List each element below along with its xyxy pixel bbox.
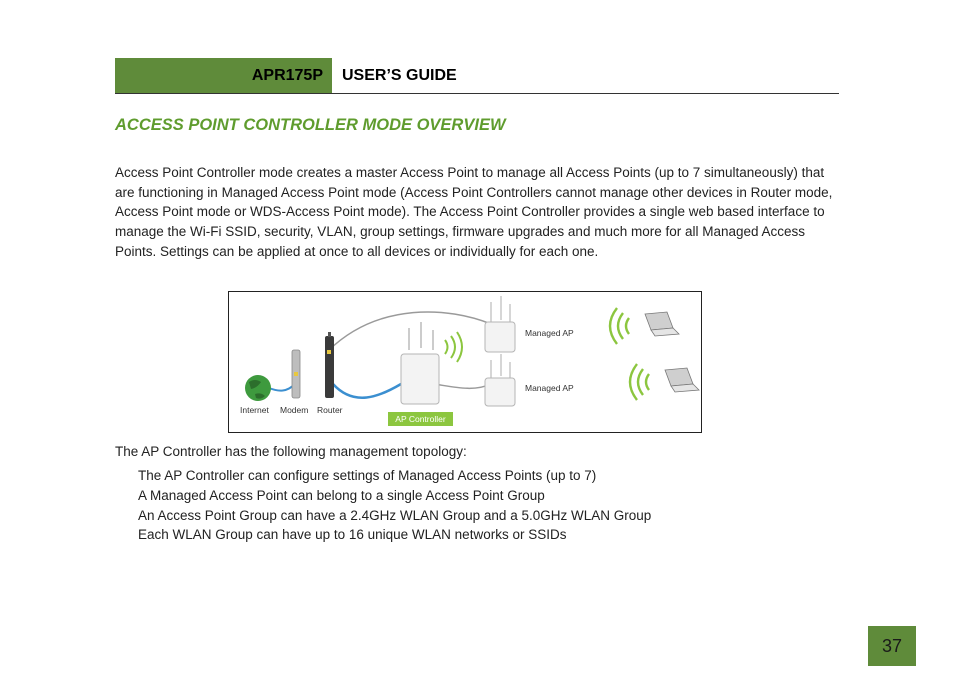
managed-ap-2-icon [485,354,515,406]
topology-list [138,466,651,545]
modem-icon [292,350,300,398]
topology-intro: The AP Controller has the following management topology: [115,444,467,459]
list-item: A Managed Access Point can belong to a single Access Point Group [138,487,545,503]
laptop-2-icon [665,368,699,392]
network-diagram [228,291,702,433]
router-icon [325,332,334,398]
wifi-signal-1-icon [610,308,629,344]
internet-label: Internet [240,405,269,415]
cable-internet-to-modem [269,384,295,391]
list-item: An Access Point Group can have a 2.4GHz WLAN Group and a 5.0GHz WLAN Group [138,507,652,523]
header-guide-title: USER’S GUIDE [342,66,457,84]
cable-controller-to-managed-ap-2 [434,384,491,388]
section-title: ACCESS POINT CONTROLLER MODE OVERVIEW [115,116,506,134]
ap-controller-label: AP Controller [388,412,453,426]
laptop-1-icon [645,312,679,336]
overview-paragraph: Access Point Controller mode creates a master Access Point to manage all Access Points (up to 7 simultaneously) that are functioning in Managed Access Point mode (Access Point Controllers cannot manage other devices in Router mode, Access Point mode or WDS-Access Point mode). The Access Point Controller provides a single web based interface to manage the Wi-Fi SSID, security, VLAN, group settings, firmware upgrades and much more for all Managed Access Points. Settings can be applied at once to all devices or individually for each one. [115,165,833,259]
controller-signal-icon [445,332,462,362]
modem-label: Modem [280,405,309,415]
list-item: The AP Controller can configure settings of Managed Access Points (up to 7) [138,468,597,483]
managed-ap-2-label: Managed AP [525,383,574,393]
cable-router-to-controller [333,384,401,398]
managed-ap-1-icon [485,296,515,352]
header-model-badge [115,58,332,93]
internet-globe-icon [245,375,271,401]
wifi-signal-2-icon [630,364,649,400]
ap-controller-icon [401,322,439,404]
header-divider [115,93,839,94]
router-label: Router [317,405,343,415]
managed-ap-1-label: Managed AP [525,328,574,338]
list-item: Each WLAN Group can have up to 16 unique WLAN networks or SSIDs [138,527,567,543]
header-model: APR175P [251,66,323,84]
page-number: 37 [868,626,916,666]
